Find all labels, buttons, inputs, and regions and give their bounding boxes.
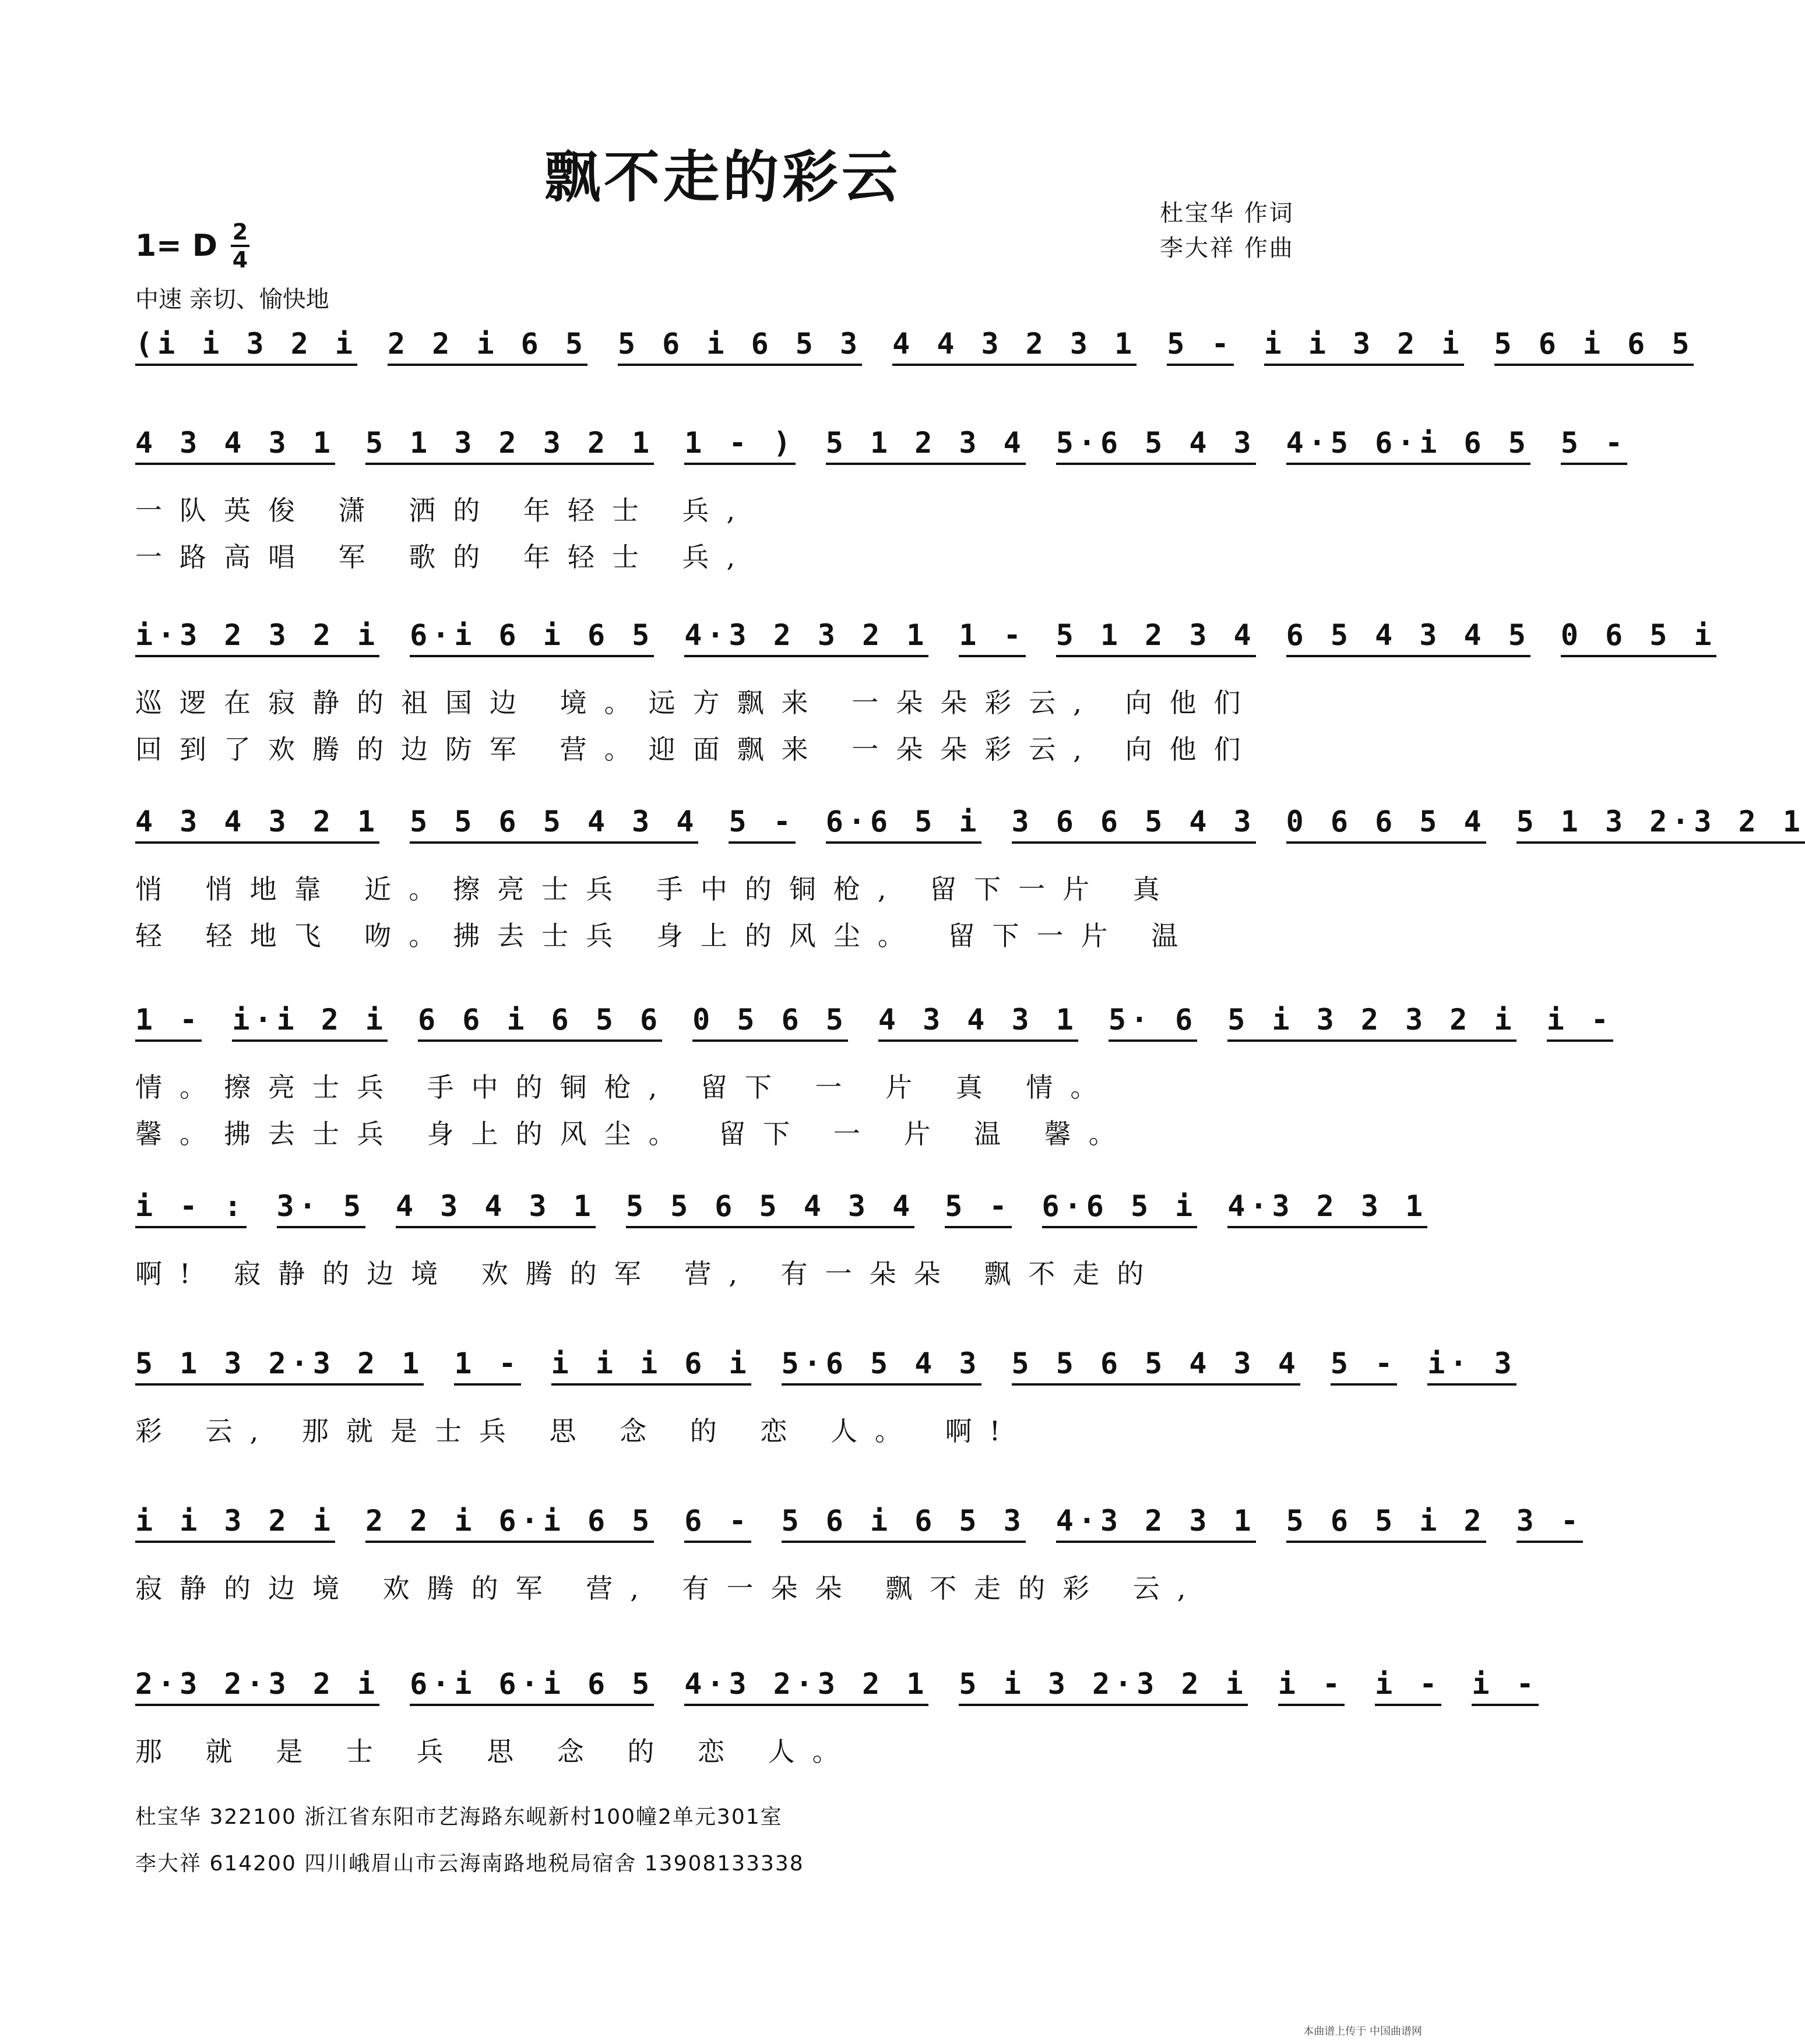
measure: 2 2 i 6·i 6 5 bbox=[365, 1503, 654, 1543]
measure: i i 3 2 i bbox=[1264, 326, 1464, 366]
measure: 5 1 3 2 3 2 1 bbox=[365, 425, 654, 465]
lyrics-line: 寂静的边境 欢腾的军 营, 有一朵朵 飘不走的彩 云, bbox=[135, 1573, 1204, 1604]
address-line: 李大祥 614200 四川峨眉山市云海南路地税局宿舍 13908133338 bbox=[135, 1852, 804, 1876]
measure: 1 - bbox=[135, 1002, 202, 1042]
staff-row bbox=[135, 326, 1694, 366]
measure: 6·6 5 i bbox=[826, 804, 981, 844]
lyrics-line: 一队英俊 潇 洒的 年轻士 兵, bbox=[135, 495, 753, 526]
measure: 2·3 2·3 2 i bbox=[135, 1666, 379, 1706]
lyrics-line: 轻 轻地飞 吻。拂去士兵 身上的风尘。 留下一片 温 bbox=[135, 920, 1196, 951]
staff-row bbox=[135, 1503, 1583, 1543]
measure: 6·i 6 i 6 5 bbox=[410, 618, 654, 657]
staff-row bbox=[135, 1189, 1428, 1228]
measure: 6·6 5 i bbox=[1042, 1189, 1198, 1228]
measure: 4 3 4 3 2 1 bbox=[135, 804, 379, 844]
measure: 5 6 i 6 5 3 bbox=[782, 1503, 1026, 1543]
measure: 0 5 6 5 bbox=[692, 1002, 848, 1042]
staff-row bbox=[135, 1666, 1539, 1706]
time-signature-top: 2 bbox=[232, 219, 248, 245]
time-signature-bottom: 4 bbox=[232, 247, 248, 273]
measure: 6 6 i 6 5 6 bbox=[418, 1002, 662, 1042]
staff-row bbox=[135, 618, 1716, 657]
lyrics-line: 啊! 寂静的边境 欢腾的军 营, 有一朵朵 飘不走的 bbox=[135, 1258, 1162, 1289]
measure: 5 1 2 3 4 bbox=[1056, 618, 1256, 657]
measure: 4 3 4 3 1 bbox=[878, 1002, 1078, 1042]
measure: i - bbox=[1547, 1002, 1613, 1042]
measure: 4·3 2 3 2 1 bbox=[684, 618, 928, 657]
measure: 5· 6 bbox=[1109, 1002, 1197, 1042]
lyrics-line: 情。擦亮士兵 手中的铜枪, 留下 一 片 真 情。 bbox=[135, 1072, 1115, 1103]
measure: i i i 6 i bbox=[551, 1346, 751, 1386]
address-line: 杜宝华 322100 浙江省东阳市艺海路东岘新村100幢2单元301室 bbox=[135, 1805, 783, 1829]
measure: 5 6 5 i 2 bbox=[1286, 1503, 1486, 1543]
measure: 5 - bbox=[945, 1189, 1011, 1228]
measure: 0 6 6 5 4 bbox=[1286, 804, 1486, 844]
measure: 4·3 2·3 2 1 bbox=[684, 1666, 928, 1706]
measure: 5 1 3 2·3 2 1 bbox=[135, 1346, 424, 1386]
composer-credit: 李大祥 作曲 bbox=[1160, 235, 1294, 262]
time-signature bbox=[228, 220, 252, 272]
measure: 5 - bbox=[1167, 326, 1233, 366]
measure: (i i 3 2 i bbox=[135, 326, 357, 366]
measure: 5·6 5 4 3 bbox=[1056, 425, 1256, 465]
measure: i - bbox=[1278, 1666, 1345, 1706]
lyrics-line: 那 就 是 士 兵 思 念 的 恋 人。 bbox=[135, 1736, 857, 1767]
measure: 2 2 i 6 5 bbox=[388, 326, 587, 366]
staff-row bbox=[135, 425, 1628, 465]
measure: 5 6 i 6 5 bbox=[1494, 326, 1694, 366]
measure: i - bbox=[1375, 1666, 1441, 1706]
measure: 5 5 6 5 4 3 4 bbox=[410, 804, 698, 844]
measure: i - : bbox=[135, 1189, 247, 1228]
lyrics-line: 一路高唱 军 歌的 年轻士 兵, bbox=[135, 541, 753, 573]
staff-row bbox=[135, 1346, 1517, 1386]
measure: 5 - bbox=[1331, 1346, 1397, 1386]
measure: 4·3 2 3 1 bbox=[1056, 1503, 1256, 1543]
measure: 5 1 2 3 4 bbox=[826, 425, 1026, 465]
staff-row bbox=[135, 1002, 1613, 1042]
page-title: 飘不走的彩云 bbox=[544, 144, 901, 210]
lyrics-line: 彩 云, 那就是士兵 思 念 的 恋 人。 啊! bbox=[135, 1415, 1018, 1447]
measure: 5·6 5 4 3 bbox=[782, 1346, 981, 1386]
measure: i·i 2 i bbox=[232, 1002, 388, 1042]
lyrics-line: 馨。拂去士兵 身上的风尘。 留下 一 片 温 馨。 bbox=[135, 1118, 1133, 1150]
key-signature: 1= D bbox=[135, 228, 218, 263]
measure: i·3 2 3 2 i bbox=[135, 618, 379, 657]
lyrics-line: 悄 悄地靠 近。擦亮士兵 手中的铜枪, 留下一片 真 bbox=[135, 873, 1177, 905]
measure: 1 - bbox=[454, 1346, 520, 1386]
measure: 5 - bbox=[1561, 425, 1627, 465]
measure: 3· 5 bbox=[277, 1189, 365, 1228]
lyrics-line: 巡逻在寂静的祖国边 境。远方飘来 一朵朵彩云, 向他们 bbox=[135, 687, 1258, 718]
tempo-marking: 中速 亲切、愉快地 bbox=[135, 286, 329, 313]
measure: 5 i 3 2 3 2 i bbox=[1227, 1002, 1516, 1042]
measure: 4 4 3 2 3 1 bbox=[892, 326, 1137, 366]
measure: 1 - bbox=[959, 618, 1025, 657]
measure: i· 3 bbox=[1427, 1346, 1516, 1386]
staff-row bbox=[135, 804, 1805, 844]
measure: i i 3 2 i bbox=[135, 1503, 335, 1543]
lyricist-credit: 杜宝华 作词 bbox=[1160, 200, 1294, 227]
measure: i - bbox=[1472, 1666, 1538, 1706]
measure: 5 - bbox=[729, 804, 795, 844]
measure: 4 3 4 3 1 bbox=[396, 1189, 596, 1228]
measure: 5 i 3 2·3 2 i bbox=[959, 1666, 1247, 1706]
measure: 3 - bbox=[1517, 1503, 1583, 1543]
measure: 5 5 6 5 4 3 4 bbox=[1012, 1346, 1300, 1386]
measure: 4·3 2 3 1 bbox=[1227, 1189, 1427, 1228]
measure: 4·5 6·i 6 5 bbox=[1286, 425, 1530, 465]
measure: 3 6 6 5 4 3 bbox=[1012, 804, 1256, 844]
measure: 6·i 6·i 6 5 bbox=[410, 1666, 654, 1706]
measure: 0 6 5 i bbox=[1561, 618, 1716, 657]
measure: 4 3 4 3 1 bbox=[135, 425, 335, 465]
lyrics-line: 回到了欢腾的边防军 营。迎面飘来 一朵朵彩云, 向他们 bbox=[135, 734, 1258, 765]
measure: 6 - bbox=[684, 1503, 751, 1543]
measure: 1 - ) bbox=[684, 425, 796, 465]
measure: 5 1 3 2·3 2 1 bbox=[1517, 804, 1805, 844]
measure: 5 5 6 5 4 3 4 bbox=[626, 1189, 914, 1228]
footer-watermark: 本曲谱上传于 中国曲谱网 bbox=[1303, 2025, 1422, 2038]
measure: 5 6 i 6 5 3 bbox=[618, 326, 862, 366]
measure: 6 5 4 3 4 5 bbox=[1286, 618, 1530, 657]
